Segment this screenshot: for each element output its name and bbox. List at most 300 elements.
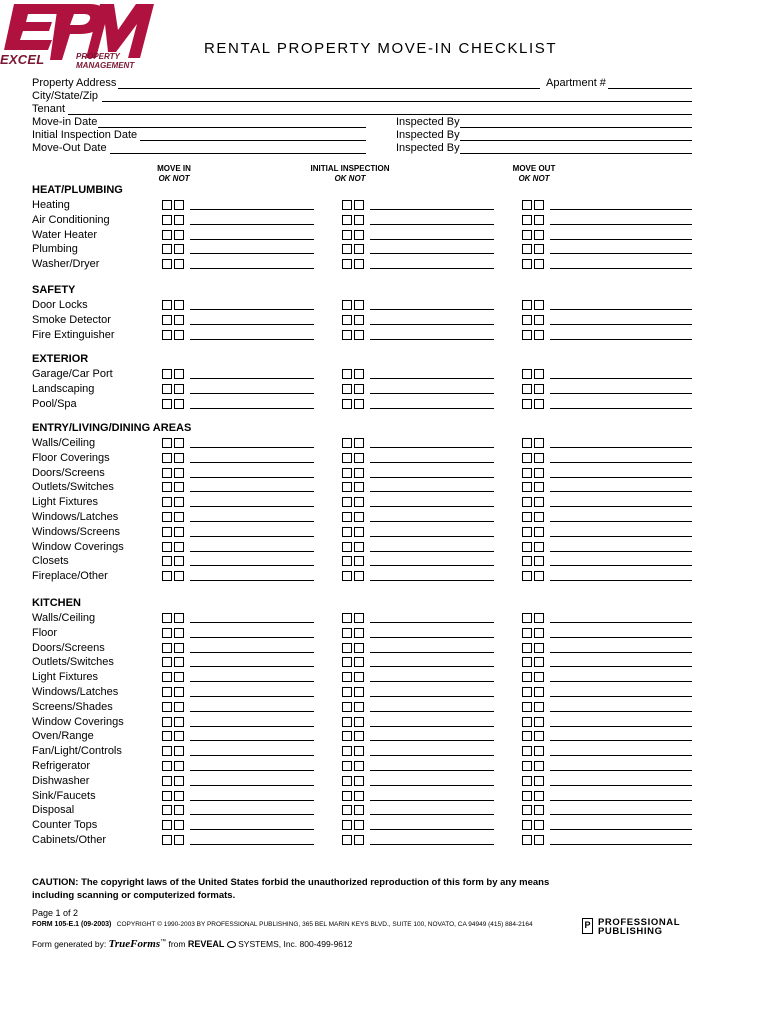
initial-inspection-notes-field[interactable] [370, 447, 494, 448]
move-in-not-checkbox[interactable] [174, 468, 184, 478]
move-in-not-checkbox[interactable] [174, 835, 184, 845]
move-out-notes-field[interactable] [550, 462, 692, 463]
move-out-not-checkbox[interactable] [534, 438, 544, 448]
move-out-notes-field[interactable] [550, 580, 692, 581]
initial-inspection-notes-field[interactable] [370, 681, 494, 682]
move-in-ok-checkbox[interactable] [162, 215, 172, 225]
move-in-ok-checkbox[interactable] [162, 200, 172, 210]
move-out-ok-checkbox[interactable] [522, 384, 532, 394]
initial-inspection-not-checkbox[interactable] [354, 399, 364, 409]
move-in-not-checkbox[interactable] [174, 556, 184, 566]
initial-inspection-notes-field[interactable] [370, 565, 494, 566]
initial-inspection-notes-field[interactable] [370, 580, 494, 581]
move-out-ok-checkbox[interactable] [522, 791, 532, 801]
move-out-notes-field[interactable] [550, 324, 692, 325]
move-in-notes-field[interactable] [190, 814, 314, 815]
move-in-not-checkbox[interactable] [174, 687, 184, 697]
initial-inspection-not-checkbox[interactable] [354, 497, 364, 507]
initial-inspection-notes-field[interactable] [370, 844, 494, 845]
initial-inspection-ok-checkbox[interactable] [342, 835, 352, 845]
move-in-not-checkbox[interactable] [174, 244, 184, 254]
move-out-notes-field[interactable] [550, 755, 692, 756]
move-in-ok-checkbox[interactable] [162, 761, 172, 771]
move-out-not-checkbox[interactable] [534, 556, 544, 566]
property-address-field[interactable] [118, 88, 540, 89]
move-out-ok-checkbox[interactable] [522, 687, 532, 697]
initial-inspection-not-checkbox[interactable] [354, 835, 364, 845]
initial-inspection-ok-checkbox[interactable] [342, 791, 352, 801]
initial-inspection-not-checkbox[interactable] [354, 512, 364, 522]
move-in-ok-checkbox[interactable] [162, 384, 172, 394]
initial-inspection-not-checkbox[interactable] [354, 761, 364, 771]
initial-inspection-notes-field[interactable] [370, 462, 494, 463]
move-out-notes-field[interactable] [550, 740, 692, 741]
move-in-not-checkbox[interactable] [174, 482, 184, 492]
initial-inspection-ok-checkbox[interactable] [342, 746, 352, 756]
move-out-ok-checkbox[interactable] [522, 731, 532, 741]
move-out-notes-field[interactable] [550, 477, 692, 478]
move-in-notes-field[interactable] [190, 726, 314, 727]
move-out-ok-checkbox[interactable] [522, 497, 532, 507]
move-out-ok-checkbox[interactable] [522, 702, 532, 712]
move-in-not-checkbox[interactable] [174, 702, 184, 712]
move-in-not-checkbox[interactable] [174, 259, 184, 269]
move-in-ok-checkbox[interactable] [162, 571, 172, 581]
move-out-notes-field[interactable] [550, 785, 692, 786]
move-in-ok-checkbox[interactable] [162, 399, 172, 409]
move-in-notes-field[interactable] [190, 477, 314, 478]
move-out-notes-field[interactable] [550, 378, 692, 379]
move-in-ok-checkbox[interactable] [162, 835, 172, 845]
initial-inspection-not-checkbox[interactable] [354, 805, 364, 815]
move-out-not-checkbox[interactable] [534, 244, 544, 254]
initial-inspection-not-checkbox[interactable] [354, 200, 364, 210]
move-in-notes-field[interactable] [190, 785, 314, 786]
initial-inspection-notes-field[interactable] [370, 268, 494, 269]
city-state-zip-field[interactable] [102, 101, 692, 102]
move-out-notes-field[interactable] [550, 536, 692, 537]
move-in-ok-checkbox[interactable] [162, 556, 172, 566]
initial-inspection-ok-checkbox[interactable] [342, 300, 352, 310]
move-in-notes-field[interactable] [190, 696, 314, 697]
move-in-ok-checkbox[interactable] [162, 468, 172, 478]
move-out-ok-checkbox[interactable] [522, 468, 532, 478]
move-out-not-checkbox[interactable] [534, 657, 544, 667]
move-in-ok-checkbox[interactable] [162, 776, 172, 786]
move-out-ok-checkbox[interactable] [522, 438, 532, 448]
move-out-not-checkbox[interactable] [534, 542, 544, 552]
move-out-notes-field[interactable] [550, 726, 692, 727]
initial-inspection-ok-checkbox[interactable] [342, 330, 352, 340]
move-out-notes-field[interactable] [550, 770, 692, 771]
move-in-notes-field[interactable] [190, 324, 314, 325]
move-out-ok-checkbox[interactable] [522, 717, 532, 727]
move-out-not-checkbox[interactable] [534, 731, 544, 741]
move-out-not-checkbox[interactable] [534, 571, 544, 581]
move-out-not-checkbox[interactable] [534, 717, 544, 727]
move-in-not-checkbox[interactable] [174, 791, 184, 801]
move-in-notes-field[interactable] [190, 666, 314, 667]
move-in-ok-checkbox[interactable] [162, 628, 172, 638]
move-out-not-checkbox[interactable] [534, 687, 544, 697]
move-in-ok-checkbox[interactable] [162, 438, 172, 448]
initial-inspection-notes-field[interactable] [370, 666, 494, 667]
move-in-notes-field[interactable] [190, 622, 314, 623]
move-in-ok-checkbox[interactable] [162, 482, 172, 492]
initial-inspection-notes-field[interactable] [370, 785, 494, 786]
move-in-ok-checkbox[interactable] [162, 672, 172, 682]
move-in-not-checkbox[interactable] [174, 527, 184, 537]
initial-inspection-notes-field[interactable] [370, 711, 494, 712]
move-out-not-checkbox[interactable] [534, 512, 544, 522]
move-out-notes-field[interactable] [550, 209, 692, 210]
move-out-not-checkbox[interactable] [534, 835, 544, 845]
move-in-notes-field[interactable] [190, 521, 314, 522]
initial-inspection-ok-checkbox[interactable] [342, 453, 352, 463]
move-out-not-checkbox[interactable] [534, 482, 544, 492]
move-in-not-checkbox[interactable] [174, 746, 184, 756]
move-in-ok-checkbox[interactable] [162, 717, 172, 727]
initial-inspection-not-checkbox[interactable] [354, 259, 364, 269]
move-in-ok-checkbox[interactable] [162, 687, 172, 697]
move-out-notes-field[interactable] [550, 268, 692, 269]
initial-inspection-ok-checkbox[interactable] [342, 556, 352, 566]
initial-inspection-ok-checkbox[interactable] [342, 244, 352, 254]
move-in-not-checkbox[interactable] [174, 369, 184, 379]
move-out-ok-checkbox[interactable] [522, 300, 532, 310]
move-out-notes-field[interactable] [550, 506, 692, 507]
initial-inspection-ok-checkbox[interactable] [342, 702, 352, 712]
move-in-notes-field[interactable] [190, 506, 314, 507]
move-in-not-checkbox[interactable] [174, 657, 184, 667]
move-in-not-checkbox[interactable] [174, 643, 184, 653]
initial-inspection-notes-field[interactable] [370, 755, 494, 756]
initial-inspection-ok-checkbox[interactable] [342, 717, 352, 727]
move-in-notes-field[interactable] [190, 652, 314, 653]
move-in-not-checkbox[interactable] [174, 315, 184, 325]
move-in-ok-checkbox[interactable] [162, 330, 172, 340]
move-in-ok-checkbox[interactable] [162, 542, 172, 552]
move-out-notes-field[interactable] [550, 829, 692, 830]
initial-inspection-not-checkbox[interactable] [354, 527, 364, 537]
move-in-ok-checkbox[interactable] [162, 820, 172, 830]
move-in-notes-field[interactable] [190, 268, 314, 269]
move-in-notes-field[interactable] [190, 740, 314, 741]
initial-inspection-notes-field[interactable] [370, 740, 494, 741]
move-out-not-checkbox[interactable] [534, 369, 544, 379]
move-in-not-checkbox[interactable] [174, 300, 184, 310]
initial-inspection-not-checkbox[interactable] [354, 672, 364, 682]
move-out-not-checkbox[interactable] [534, 672, 544, 682]
move-in-not-checkbox[interactable] [174, 628, 184, 638]
initial-inspection-ok-checkbox[interactable] [342, 613, 352, 623]
initial-inspection-ok-checkbox[interactable] [342, 482, 352, 492]
move-in-not-checkbox[interactable] [174, 200, 184, 210]
move-in-not-checkbox[interactable] [174, 330, 184, 340]
move-out-notes-field[interactable] [550, 408, 692, 409]
initial-inspection-not-checkbox[interactable] [354, 438, 364, 448]
initial-inspection-ok-checkbox[interactable] [342, 731, 352, 741]
move-out-not-checkbox[interactable] [534, 315, 544, 325]
move-out-ok-checkbox[interactable] [522, 542, 532, 552]
initial-inspection-ok-checkbox[interactable] [342, 820, 352, 830]
initial-inspection-notes-field[interactable] [370, 622, 494, 623]
move-in-notes-field[interactable] [190, 770, 314, 771]
move-out-notes-field[interactable] [550, 491, 692, 492]
move-out-notes-field[interactable] [550, 239, 692, 240]
move-out-notes-field[interactable] [550, 551, 692, 552]
move-out-not-checkbox[interactable] [534, 776, 544, 786]
move-in-notes-field[interactable] [190, 224, 314, 225]
move-out-not-checkbox[interactable] [534, 628, 544, 638]
initial-inspection-ok-checkbox[interactable] [342, 384, 352, 394]
initial-inspection-not-checkbox[interactable] [354, 613, 364, 623]
initial-inspection-ok-checkbox[interactable] [342, 215, 352, 225]
move-out-ok-checkbox[interactable] [522, 571, 532, 581]
move-out-ok-checkbox[interactable] [522, 628, 532, 638]
move-in-not-checkbox[interactable] [174, 512, 184, 522]
move-in-notes-field[interactable] [190, 378, 314, 379]
move-out-ok-checkbox[interactable] [522, 613, 532, 623]
move-out-notes-field[interactable] [550, 637, 692, 638]
initial-inspection-not-checkbox[interactable] [354, 230, 364, 240]
initial-inspection-ok-checkbox[interactable] [342, 657, 352, 667]
initial-inspection-not-checkbox[interactable] [354, 791, 364, 801]
move-in-ok-checkbox[interactable] [162, 657, 172, 667]
initial-inspection-not-checkbox[interactable] [354, 300, 364, 310]
initial-inspection-notes-field[interactable] [370, 800, 494, 801]
move-in-notes-field[interactable] [190, 209, 314, 210]
initial-inspection-ok-checkbox[interactable] [342, 200, 352, 210]
move-in-not-checkbox[interactable] [174, 805, 184, 815]
move-in-not-checkbox[interactable] [174, 820, 184, 830]
move-out-notes-field[interactable] [550, 224, 692, 225]
move-out-notes-field[interactable] [550, 393, 692, 394]
move-in-not-checkbox[interactable] [174, 731, 184, 741]
move-out-ok-checkbox[interactable] [522, 835, 532, 845]
move-in-notes-field[interactable] [190, 681, 314, 682]
move-out-not-checkbox[interactable] [534, 820, 544, 830]
move-out-not-checkbox[interactable] [534, 384, 544, 394]
move-in-notes-field[interactable] [190, 829, 314, 830]
initial-inspection-ok-checkbox[interactable] [342, 776, 352, 786]
initial-inspection-not-checkbox[interactable] [354, 746, 364, 756]
move-out-date-field[interactable] [110, 153, 366, 154]
move-out-notes-field[interactable] [550, 447, 692, 448]
move-out-ok-checkbox[interactable] [522, 259, 532, 269]
move-out-ok-checkbox[interactable] [522, 315, 532, 325]
move-out-not-checkbox[interactable] [534, 300, 544, 310]
move-out-ok-checkbox[interactable] [522, 761, 532, 771]
initial-inspection-date-field[interactable] [140, 140, 366, 141]
move-out-notes-field[interactable] [550, 339, 692, 340]
move-out-not-checkbox[interactable] [534, 643, 544, 653]
initial-inspection-ok-checkbox[interactable] [342, 527, 352, 537]
move-out-notes-field[interactable] [550, 565, 692, 566]
move-in-ok-checkbox[interactable] [162, 731, 172, 741]
move-in-notes-field[interactable] [190, 309, 314, 310]
move-in-notes-field[interactable] [190, 491, 314, 492]
move-in-ok-checkbox[interactable] [162, 512, 172, 522]
initial-inspection-notes-field[interactable] [370, 506, 494, 507]
move-in-notes-field[interactable] [190, 393, 314, 394]
initial-inspection-notes-field[interactable] [370, 393, 494, 394]
initial-inspection-notes-field[interactable] [370, 209, 494, 210]
move-in-not-checkbox[interactable] [174, 384, 184, 394]
initial-inspection-ok-checkbox[interactable] [342, 399, 352, 409]
move-in-notes-field[interactable] [190, 580, 314, 581]
move-out-notes-field[interactable] [550, 814, 692, 815]
move-in-not-checkbox[interactable] [174, 438, 184, 448]
initial-inspection-ok-checkbox[interactable] [342, 438, 352, 448]
move-out-notes-field[interactable] [550, 253, 692, 254]
inspected-by-field-3[interactable] [460, 153, 692, 154]
move-in-notes-field[interactable] [190, 800, 314, 801]
move-in-not-checkbox[interactable] [174, 497, 184, 507]
move-out-ok-checkbox[interactable] [522, 215, 532, 225]
move-in-notes-field[interactable] [190, 253, 314, 254]
move-out-not-checkbox[interactable] [534, 497, 544, 507]
inspected-by-field-2[interactable] [460, 140, 692, 141]
initial-inspection-ok-checkbox[interactable] [342, 259, 352, 269]
move-out-notes-field[interactable] [550, 666, 692, 667]
move-in-ok-checkbox[interactable] [162, 453, 172, 463]
move-out-notes-field[interactable] [550, 711, 692, 712]
initial-inspection-ok-checkbox[interactable] [342, 643, 352, 653]
move-in-notes-field[interactable] [190, 844, 314, 845]
initial-inspection-notes-field[interactable] [370, 536, 494, 537]
move-out-notes-field[interactable] [550, 800, 692, 801]
initial-inspection-notes-field[interactable] [370, 829, 494, 830]
move-in-ok-checkbox[interactable] [162, 805, 172, 815]
move-out-ok-checkbox[interactable] [522, 527, 532, 537]
move-out-notes-field[interactable] [550, 696, 692, 697]
move-in-not-checkbox[interactable] [174, 613, 184, 623]
move-in-date-field[interactable] [98, 127, 366, 128]
initial-inspection-not-checkbox[interactable] [354, 542, 364, 552]
move-in-notes-field[interactable] [190, 536, 314, 537]
move-in-ok-checkbox[interactable] [162, 791, 172, 801]
initial-inspection-notes-field[interactable] [370, 551, 494, 552]
move-in-notes-field[interactable] [190, 755, 314, 756]
move-in-notes-field[interactable] [190, 239, 314, 240]
initial-inspection-notes-field[interactable] [370, 477, 494, 478]
move-in-ok-checkbox[interactable] [162, 244, 172, 254]
inspected-by-field-1[interactable] [460, 127, 692, 128]
initial-inspection-notes-field[interactable] [370, 239, 494, 240]
move-out-not-checkbox[interactable] [534, 468, 544, 478]
move-out-ok-checkbox[interactable] [522, 672, 532, 682]
move-in-notes-field[interactable] [190, 447, 314, 448]
move-in-not-checkbox[interactable] [174, 215, 184, 225]
move-out-notes-field[interactable] [550, 622, 692, 623]
initial-inspection-not-checkbox[interactable] [354, 453, 364, 463]
initial-inspection-not-checkbox[interactable] [354, 776, 364, 786]
move-in-not-checkbox[interactable] [174, 230, 184, 240]
initial-inspection-notes-field[interactable] [370, 491, 494, 492]
move-out-not-checkbox[interactable] [534, 746, 544, 756]
move-out-ok-checkbox[interactable] [522, 230, 532, 240]
move-out-ok-checkbox[interactable] [522, 776, 532, 786]
initial-inspection-ok-checkbox[interactable] [342, 468, 352, 478]
move-in-not-checkbox[interactable] [174, 672, 184, 682]
move-in-notes-field[interactable] [190, 565, 314, 566]
initial-inspection-notes-field[interactable] [370, 324, 494, 325]
move-out-ok-checkbox[interactable] [522, 657, 532, 667]
initial-inspection-not-checkbox[interactable] [354, 215, 364, 225]
move-out-ok-checkbox[interactable] [522, 820, 532, 830]
initial-inspection-not-checkbox[interactable] [354, 556, 364, 566]
move-in-not-checkbox[interactable] [174, 571, 184, 581]
move-in-not-checkbox[interactable] [174, 761, 184, 771]
move-in-notes-field[interactable] [190, 551, 314, 552]
initial-inspection-not-checkbox[interactable] [354, 468, 364, 478]
initial-inspection-ok-checkbox[interactable] [342, 672, 352, 682]
initial-inspection-notes-field[interactable] [370, 814, 494, 815]
move-in-ok-checkbox[interactable] [162, 369, 172, 379]
move-out-not-checkbox[interactable] [534, 791, 544, 801]
initial-inspection-notes-field[interactable] [370, 224, 494, 225]
move-in-ok-checkbox[interactable] [162, 702, 172, 712]
initial-inspection-ok-checkbox[interactable] [342, 628, 352, 638]
move-in-ok-checkbox[interactable] [162, 643, 172, 653]
move-out-not-checkbox[interactable] [534, 230, 544, 240]
move-out-not-checkbox[interactable] [534, 761, 544, 771]
initial-inspection-notes-field[interactable] [370, 309, 494, 310]
move-out-not-checkbox[interactable] [534, 527, 544, 537]
move-out-ok-checkbox[interactable] [522, 399, 532, 409]
move-out-not-checkbox[interactable] [534, 215, 544, 225]
initial-inspection-ok-checkbox[interactable] [342, 687, 352, 697]
move-in-notes-field[interactable] [190, 637, 314, 638]
initial-inspection-not-checkbox[interactable] [354, 315, 364, 325]
move-in-not-checkbox[interactable] [174, 399, 184, 409]
move-out-ok-checkbox[interactable] [522, 453, 532, 463]
move-out-not-checkbox[interactable] [534, 702, 544, 712]
initial-inspection-notes-field[interactable] [370, 521, 494, 522]
move-in-ok-checkbox[interactable] [162, 259, 172, 269]
initial-inspection-ok-checkbox[interactable] [342, 512, 352, 522]
move-in-notes-field[interactable] [190, 339, 314, 340]
initial-inspection-ok-checkbox[interactable] [342, 571, 352, 581]
initial-inspection-ok-checkbox[interactable] [342, 805, 352, 815]
initial-inspection-not-checkbox[interactable] [354, 571, 364, 581]
initial-inspection-not-checkbox[interactable] [354, 731, 364, 741]
initial-inspection-notes-field[interactable] [370, 652, 494, 653]
initial-inspection-ok-checkbox[interactable] [342, 315, 352, 325]
initial-inspection-ok-checkbox[interactable] [342, 230, 352, 240]
move-in-ok-checkbox[interactable] [162, 300, 172, 310]
move-out-not-checkbox[interactable] [534, 200, 544, 210]
move-in-not-checkbox[interactable] [174, 776, 184, 786]
move-in-ok-checkbox[interactable] [162, 746, 172, 756]
initial-inspection-notes-field[interactable] [370, 696, 494, 697]
move-in-not-checkbox[interactable] [174, 453, 184, 463]
initial-inspection-not-checkbox[interactable] [354, 369, 364, 379]
move-in-notes-field[interactable] [190, 462, 314, 463]
move-out-ok-checkbox[interactable] [522, 805, 532, 815]
move-out-not-checkbox[interactable] [534, 399, 544, 409]
move-out-not-checkbox[interactable] [534, 453, 544, 463]
initial-inspection-not-checkbox[interactable] [354, 244, 364, 254]
initial-inspection-ok-checkbox[interactable] [342, 369, 352, 379]
initial-inspection-not-checkbox[interactable] [354, 643, 364, 653]
initial-inspection-notes-field[interactable] [370, 253, 494, 254]
move-in-ok-checkbox[interactable] [162, 613, 172, 623]
initial-inspection-ok-checkbox[interactable] [342, 761, 352, 771]
move-out-ok-checkbox[interactable] [522, 330, 532, 340]
move-out-not-checkbox[interactable] [534, 259, 544, 269]
